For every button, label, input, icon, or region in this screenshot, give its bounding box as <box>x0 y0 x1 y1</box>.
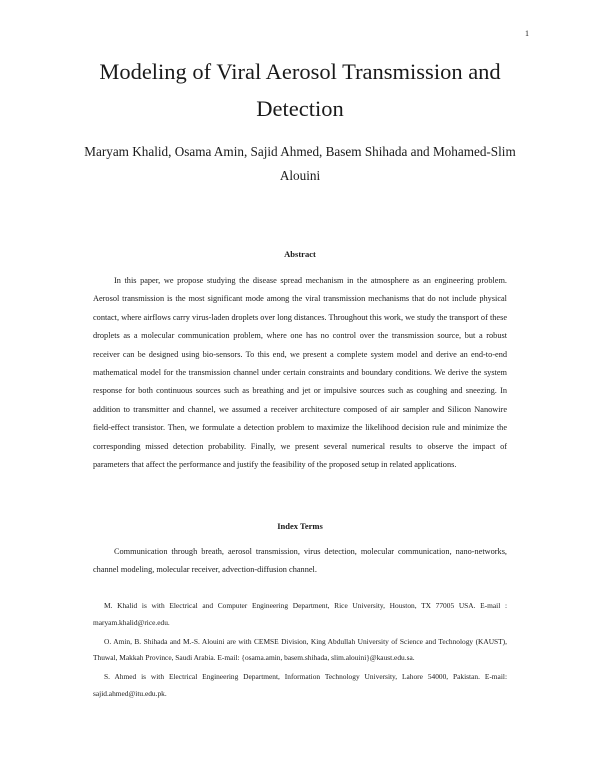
index-terms-text: Communication through breath, aerosol transmission, virus detection, molecular communication, nano-networks, channel modeling, molecular receiver, advection-diffusion channel. <box>93 547 507 575</box>
footnote-kaust: O. Amin, B. Shihada and M.-S. Alouini are with CEMSE Division, King Abdullah University of Science and Technology (KAUST), Thuwal, Makkah Province, Saudi Arabia. E-mail: {osama.amin, basem.shihada, slim.alouini}@kaust.edu.sa. <box>93 636 507 662</box>
abstract-heading: Abstract <box>284 249 316 259</box>
page-number: 1 <box>525 29 529 38</box>
footnote-ahmed: S. Ahmed is with Electrical Engineering Department, Information Technology University, Lahore 54000, Pakistan. E-mail: sajid.ahmed@itu.edu.pk. <box>93 672 507 698</box>
footnote-khalid: M. Khalid is with Electrical and Computer Engineering Department, Rice University, Houston, TX 77005 USA. E-mail : maryam.khalid@rice.edu. <box>93 601 507 627</box>
author-footnotes <box>93 598 507 705</box>
author-list: Maryam Khalid, Osama Amin, Sajid Ahmed, Basem Shihada and Mohamed-Slim Alouini <box>84 144 516 183</box>
abstract-text: In this paper, we propose studying the disease spread mechanism in the atmosphere as an engineering problem. Aerosol transmission is the most significant mode among the viral transmission mechanisms that do not include physical contact, where airflows carry virus-laden droplets over long distances. Throughout this work, we study the transport of these droplets as a molecular communication problem, where one has no control over the transmission source, but a robust receiver can be designed using bio-sensors. To this end, we present a complete system model and derive an end-to-end mathematical model for the transmission channel under certain constraints and boundary conditions. We derive the system response for both continuous sources such as breathing and jet or impulsive sources such as coughing and sneezing. In addition to transmitter and channel, we assumed a receiver architecture composed of air sampler and Silicon Nanowire field-effect transistor. Then, we formulate a detection problem to maximize the likelihood decision rule and minimize the corresponding missed detection probability. Finally, we present several numerical results to observe the impact of parameters that affect the performance and justify the feasibility of the proposed setup in related applications. <box>93 276 507 470</box>
paper-title: Modeling of Viral Aerosol Transmission and Detection <box>99 59 501 121</box>
index-terms-heading: Index Terms <box>277 521 323 531</box>
